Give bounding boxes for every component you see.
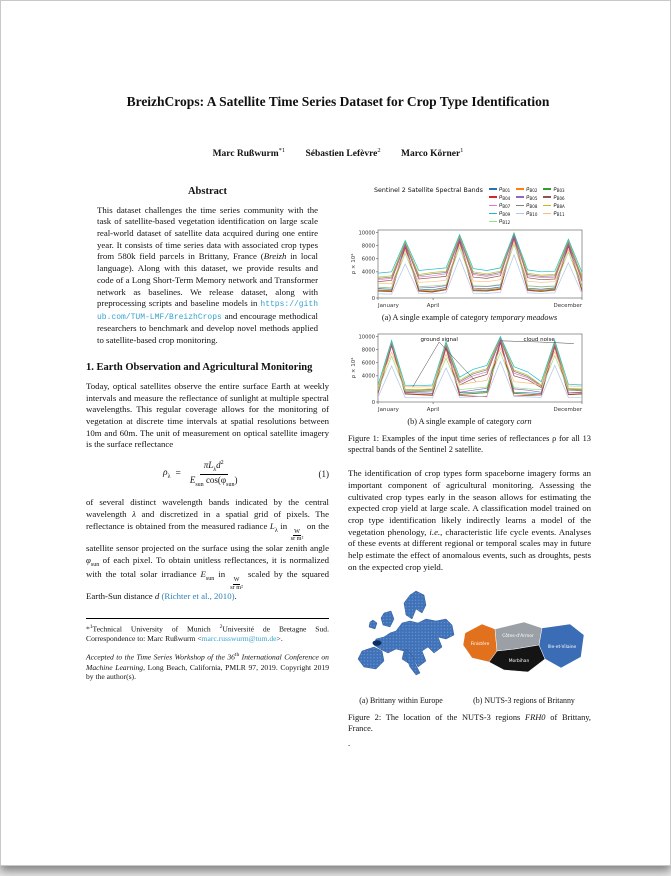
legend-swatch [489, 221, 497, 223]
legend-label: $\rho_{B06}$ [553, 193, 565, 201]
brittany-highlight [372, 641, 381, 647]
subcap-a-text: (a) A single example of category [381, 312, 491, 322]
left-column [86, 186, 329, 748]
abstract-part-3: and encourage methodical researchers to benchmark and develop novel methods applied to satellite-based crop monitoring. [97, 310, 318, 346]
phi-symbol: φ [86, 554, 91, 565]
x-tick-label: April [426, 406, 440, 413]
para2-seg-a: of several distinct wavelength bands indicated by the central wavelength [86, 497, 329, 520]
legend-swatch [489, 213, 497, 215]
y-tick-label: 10000 [358, 334, 375, 341]
author-1-affiliation-mark: *1 [278, 146, 286, 154]
legend-item-B08 [516, 202, 537, 209]
footnote-affil-1: Technical University of Munich [92, 624, 220, 634]
iberia-shape [358, 647, 384, 669]
E-symbol: E [200, 569, 206, 580]
legend-item-B04 [489, 194, 510, 201]
y-axis-label: ρ × 10⁴ [351, 253, 357, 275]
y-tick-label: 6000 [361, 256, 375, 263]
figure-2a-subcaption: (a) Brittany within Europe [359, 696, 443, 706]
legend-label: $\rho_{B8A}$ [553, 201, 565, 209]
legend-swatch [489, 196, 497, 198]
E-subscript: sun [195, 481, 204, 488]
fig2-cap-a: Figure 2: The location of the NUTS-3 regions [348, 713, 526, 723]
figure-2 [348, 589, 591, 705]
legend-label: $\rho_{B10}$ [526, 209, 538, 217]
y-tick-label: 4000 [361, 269, 375, 276]
accepted-italic-1: Accepted to the Time Series Workshop of the 36 [86, 652, 235, 662]
y-tick-label: 8000 [361, 347, 375, 354]
right-column [348, 186, 591, 748]
legend-item-B03 [543, 186, 564, 193]
legend-label: $\rho_{B05}$ [526, 193, 538, 201]
accepted-italic-2: International Conference on Machine Learning, [86, 652, 329, 672]
equation-fraction [186, 460, 242, 488]
author-1 [212, 146, 286, 159]
y-tick-label: 10000 [358, 230, 375, 237]
abstract-heading: Abstract [187, 185, 228, 197]
para2-seg-g: scaled by the squared Earth-Sun distance [86, 569, 329, 602]
legend-item-B07 [489, 202, 510, 209]
chart-temporary-meadows [348, 225, 586, 311]
brittany-nuts3-map [462, 607, 590, 693]
legend-swatch [516, 205, 524, 207]
lambda-symbol: λ [132, 509, 136, 520]
label-morbihan: Morbihan [508, 659, 529, 665]
fig2-cap-frh0: FRH0 [525, 713, 546, 723]
para2-seg-b: and discretized in a spatial grid of pixels. The reflectance is obtained from the measured radiance [86, 509, 329, 531]
legend-item-B12 [489, 218, 510, 225]
figure-1b-subcaption [348, 417, 591, 426]
label-ille-et-vilaine: Ille-et-Vilaine [547, 645, 576, 651]
chart-title: Sentinel 2 Satellite Spectral Bands [374, 186, 483, 194]
legend-swatch [543, 205, 551, 207]
richter-citation[interactable]: (Richter et al., 2010) [161, 591, 235, 602]
phi-subscript: sun [226, 481, 235, 488]
legend-label: $\rho_{B11}$ [553, 209, 565, 217]
footnote-star: * [86, 624, 90, 634]
legend-swatch [489, 188, 497, 190]
fraction-numerator [200, 460, 228, 475]
y-tick-label: 0 [371, 295, 375, 302]
figure-1-caption: Figure 1: Examples of the input time series of reflectances ρ for all 13 spectral bands of the Sentinel 2 satellite. [348, 433, 591, 455]
label-cotes-darmor: Côtes-d'Armor [501, 634, 534, 640]
footnote-close: >. [276, 634, 283, 644]
legend-item-B05 [516, 194, 537, 201]
author-1-name: Marc Rußwurm [212, 148, 279, 159]
europe-map [350, 589, 456, 693]
figure-2-maps [348, 589, 591, 693]
trailing-period: . [348, 737, 351, 748]
footnote-sup-1: 1 [89, 623, 93, 630]
annotation-ground-signal: ground signal [420, 336, 458, 343]
para2-period: . [234, 591, 237, 602]
para2-seg-d: on the satellite sensor projected on the surface using the solar zenith angle [86, 520, 329, 553]
figure-1a-subcaption [348, 313, 591, 322]
x-tick-label: January [378, 302, 399, 309]
right-para-ie: i.e. [429, 526, 441, 537]
y-tick-label: 6000 [361, 360, 375, 367]
legend-label: $\rho_{B12}$ [498, 217, 511, 225]
unit-2-den: sr m² [230, 583, 243, 591]
y-axis-label: ρ × 10⁴ [351, 357, 357, 379]
x-tick-label: December [553, 302, 582, 309]
fraction-denominator [186, 475, 242, 489]
right-para-b: , characteristic life cycle events. Analyses of these events at different regional or temporal scales may in future help estimate the effect of anomalous events, such as droughts, pests on the expected crop yield. [348, 526, 591, 572]
author-list [86, 147, 590, 159]
series-B02 [378, 237, 582, 291]
legend-item-B8A [543, 202, 564, 209]
legend-item-B01 [489, 186, 510, 193]
figure-2-subcaptions [348, 696, 591, 705]
series-B06 [378, 336, 582, 391]
legend-label: $\rho_{B09}$ [498, 209, 511, 217]
y-tick-label: 4000 [361, 373, 375, 380]
para2-seg-c: in [277, 520, 290, 531]
legend-item-B10 [516, 210, 537, 217]
L-symbol: L [269, 520, 275, 531]
figure-1-header [374, 186, 591, 225]
equation-1 [86, 460, 329, 488]
unit-fraction-1 [291, 529, 304, 543]
author-3 [400, 146, 464, 159]
legend-swatch [543, 196, 551, 198]
legend-item-B06 [543, 194, 564, 201]
github-link[interactable]: https://github.com/TUM-LMF/BreizhCrops [97, 300, 318, 322]
author-3-name: Marco Körner [400, 148, 461, 159]
legend-label: $\rho_{B02}$ [526, 185, 538, 193]
subcap-a-category: temporary meadows [490, 312, 558, 322]
right-para-a: The identification of crop types form spaceborne imagery forms an important component of agricultural monitoring. Assessing the cultivated crop types early in the season allows for estimating the expected crop yield at large scale. A classification model trained on crop type identification likely indirectly learns a model of the vegetation phenology, [348, 468, 591, 537]
footnote-sup-2: 2 [219, 623, 223, 630]
subcap-b-text: (b) A single example of category [407, 416, 517, 426]
accepted-notice [86, 652, 329, 682]
chart-corn [348, 329, 586, 415]
unit-fraction-2 [230, 577, 243, 591]
section-1-heading: 1. Earth Observation and Agricultural Monitoring [86, 361, 313, 373]
paper-title: BreizhCrops: A Satellite Time Series Dataset for Crop Type Identification [126, 94, 550, 109]
L-symbol-sub: λ [274, 527, 278, 534]
legend-label: $\rho_{B03}$ [553, 185, 565, 193]
para2-seg-f: in [214, 569, 230, 580]
pi-L-term: πL [203, 460, 214, 471]
unit-1-den: sr m² [290, 535, 304, 543]
abstract-part-1: This dataset challenges the time series community with the task of satellite-based vegetation identification on large scale real-world dataset of satellite data acquired during one entire year. It consists of time series data with associated crop types from 580k field parcels in Brittany, France ( [97, 204, 318, 262]
phi-symbol-sub: sun [90, 561, 100, 568]
figure-1 [348, 186, 591, 426]
subcap-b-category: corn [516, 416, 532, 426]
equation-1-body [86, 460, 319, 488]
legend-item-B11 [543, 210, 564, 217]
equation-lhs [163, 468, 170, 480]
legend-swatch [516, 213, 524, 215]
rho-subscript: λ [167, 474, 171, 481]
author-2-name: Sébastien Lefèvre [305, 148, 378, 159]
L-subscript: λ [213, 466, 217, 473]
d-term: d [216, 460, 221, 471]
correspondence-email[interactable]: marc.russwurm@tum.de [201, 634, 277, 644]
x-tick-label: December [553, 406, 582, 413]
legend-label: $\rho_{B01}$ [498, 185, 511, 193]
x-tick-label: April [426, 302, 440, 309]
abstract-part-2: in local language). Along with this dataset, we provide results and code of a Long Short-Term Memory network and Transformer network as baselines. We release dataset, along with preprocessing scripts and baseline models in [97, 251, 318, 309]
fig1-legend [489, 186, 591, 225]
legend-swatch [489, 205, 497, 207]
E-term: E [189, 474, 196, 485]
x-tick-label: January [378, 406, 399, 413]
d-symbol: d [154, 591, 160, 602]
footnote-block [86, 618, 329, 644]
author-2-affiliation-mark: 2 [377, 146, 381, 154]
d-exponent: 2 [220, 460, 224, 467]
fig2-cap-b: of Brittany, France. [348, 713, 591, 734]
series-B09 [378, 337, 582, 386]
rho-symbol: ρ [163, 468, 168, 479]
legend-swatch [516, 196, 524, 198]
legend-label: $\rho_{B04}$ [498, 193, 511, 201]
footnote-affil-2: Université de Bretagne Sud. Correspondence to: Marc Rußwurm < [86, 624, 329, 644]
legend-label: $\rho_{B08}$ [526, 201, 538, 209]
legend-swatch [543, 188, 551, 190]
y-tick-label: 0 [371, 399, 375, 406]
accepted-sup: th [234, 652, 240, 659]
equals-sign: = [175, 469, 181, 480]
section-1-para-1: Today, optical satellites observe the entire surface Earth at weekly intervals and measure the reflectance of sunlight at multiple spectral wavelengths. This regular coverage allows for the monitoring of vegetation at discrete time intervals at spatial resolutions between 10m and 60m. The unit of measurement on optical satellite imagery is the surface reflectance [86, 380, 329, 450]
legend-item-B02 [516, 186, 537, 193]
legend-swatch [516, 188, 524, 190]
legend-label: $\rho_{B07}$ [498, 201, 511, 209]
series-B03 [378, 238, 582, 292]
accepted-normal: Long Beach, California, PMLR 97, 2019. Copyright 2019 by the author(s). [86, 662, 329, 682]
cos-term: cos(φ [205, 474, 227, 485]
legend-item-B09 [489, 210, 510, 217]
y-tick-label: 8000 [361, 243, 375, 250]
unit-2-num: W [233, 576, 240, 584]
uk-shape [381, 611, 394, 627]
author-3-affiliation-mark: 1 [460, 146, 464, 154]
annotation-cloud-noise: cloud noise [523, 336, 555, 343]
abstract-text [86, 205, 329, 347]
para2-seg-e: of each pixel. To obtain unitless reflectances, it is normalized with the total solar irradiance [86, 554, 329, 580]
equation-number: (1) [318, 469, 329, 480]
E-symbol-sub: sun [205, 575, 215, 582]
abstract-italic-breizh: Breizh [263, 251, 287, 262]
author-2 [305, 146, 381, 159]
ireland-shape [369, 620, 377, 629]
series-B04 [378, 238, 582, 292]
figure-2b-subcaption: (b) NUTS-3 regions of Britanny [473, 696, 575, 706]
plot-frame [378, 230, 582, 298]
figure-2-caption [348, 712, 591, 734]
closing-paren: ) [234, 474, 238, 485]
two-column-body [86, 186, 590, 748]
label-finistere: Finistère [470, 642, 489, 648]
right-paragraph [348, 468, 591, 573]
unit-1-num: W [294, 527, 300, 535]
section-1-para-2 [86, 497, 329, 602]
scandinavia-shape [404, 591, 426, 619]
legend-swatch [543, 213, 551, 215]
